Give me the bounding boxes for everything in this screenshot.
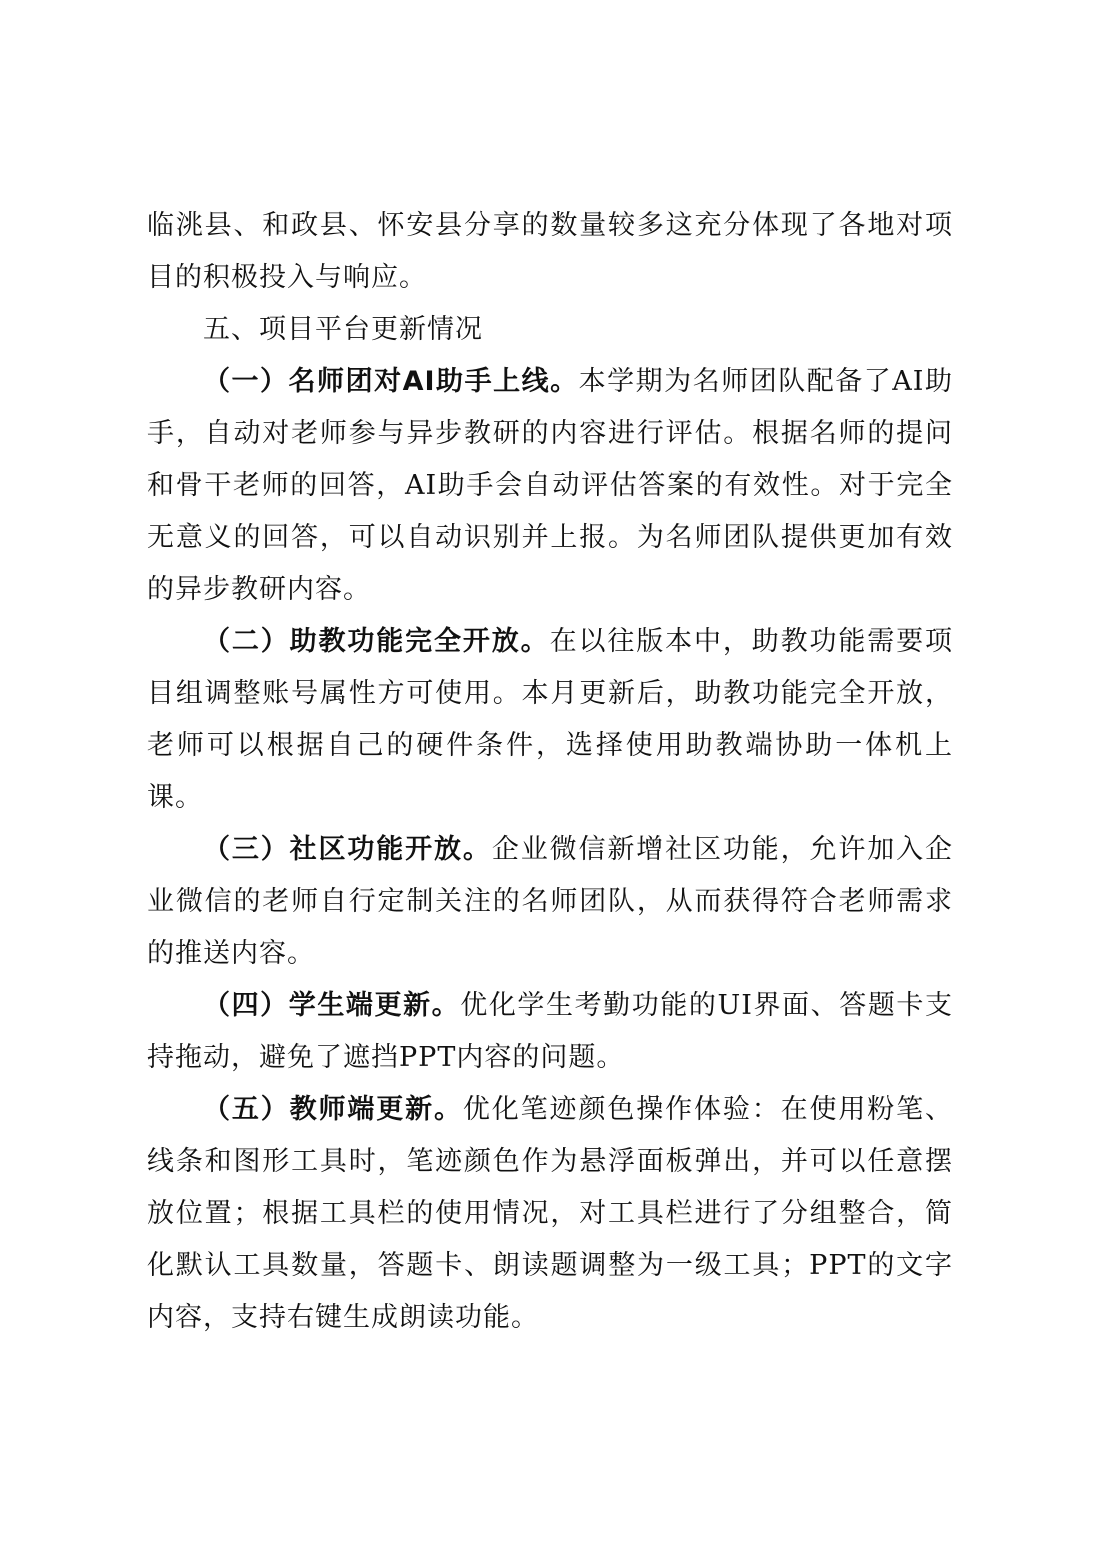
document-page	[147, 200, 953, 1344]
item-lead-2: （二）助教功能完全开放。	[203, 626, 550, 657]
item-body-2: 在以往版本中，助教功能需要项目组调整账号属性方可使用。本月更新后，助教功能完全开放，老师可以根据自己的硬件条件，选择使用助教端协助一体机上课。	[147, 626, 954, 813]
item-paragraph-5	[147, 1084, 953, 1344]
item-lead-1: （一）名师团对AI助手上线。	[203, 366, 579, 397]
item-paragraph-4	[147, 980, 953, 1084]
item-body-5: 优化笔迹颜色操作体验：在使用粉笔、线条和图形工具时，笔迹颜色作为悬浮面板弹出，并可以任意摆放位置；根据工具栏的使用情况，对工具栏进行了分组整合，简化默认工具数量，答题卡、朗读题调整为一级工具；PPT的文字内容，支持右键生成朗读功能。	[147, 1094, 954, 1333]
item-lead-4: （四）学生端更新。	[203, 990, 461, 1021]
section-heading: 五、项目平台更新情况	[203, 314, 483, 345]
item-body-1: 本学期为名师团队配备了AI助手，自动对老师参与异步教研的内容进行评估。根据名师的提问和骨干老师的回答，AI助手会自动评估答案的有效性。对于完全无意义的回答，可以自动识别并上报。为名师团队提供更加有效的异步教研内容。	[147, 366, 953, 605]
continuation-paragraph: 临洮县、和政县、怀安县分享的数量较多这充分体现了各地对项目的积极投入与响应。	[147, 210, 953, 293]
item-paragraph-1	[147, 356, 953, 616]
item-body-4: 优化学生考勤功能的UI界面、答题卡支持拖动，避免了遮挡PPT内容的问题。	[147, 990, 953, 1073]
item-lead-5: （五）教师端更新。	[203, 1094, 463, 1125]
item-paragraph-2	[147, 616, 953, 824]
item-paragraph-3	[147, 824, 953, 980]
item-lead-3: （三）社区功能开放。	[203, 834, 492, 865]
item-body-3: 企业微信新增社区功能，允许加入企业微信的老师自行定制关注的名师团队，从而获得符合老师需求的推送内容。	[147, 834, 954, 969]
